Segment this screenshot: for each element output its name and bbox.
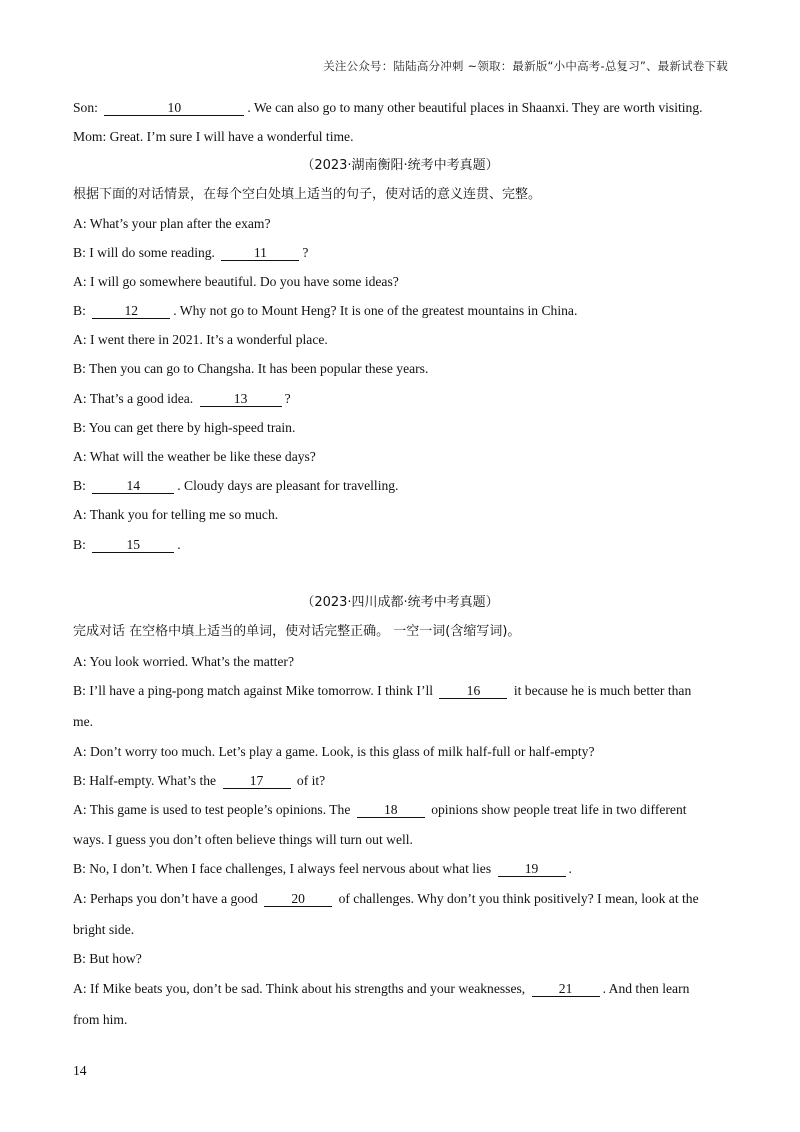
section-title: （2023·四川成都·统考中考真题）: [301, 595, 499, 610]
blank-14[interactable]: 14: [92, 478, 174, 494]
dialogue-line: B: But how?: [73, 951, 142, 966]
section-title: （2023·湖南衡阳·统考中考真题）: [301, 158, 499, 173]
instruction: 根据下面的对话情景，在每个空白处填上适当的句子，使对话的意义连贯、完整。: [73, 187, 542, 202]
blank-20[interactable]: 20: [264, 891, 332, 907]
dialogue-line: from him.: [73, 1012, 128, 1027]
dialogue-line: B: No, I don’t. When I face challenges, I always feel nervous about what lies 19 .: [73, 861, 572, 876]
dialogue-line: Mom: Great. I’m sure I will have a wonderful time.: [73, 129, 354, 144]
blank-11[interactable]: 11: [221, 245, 299, 261]
dialogue-line: me.: [73, 714, 94, 729]
dialogue-line: A: Don’t worry too much. Let’s play a game. Look, is this glass of milk half-full or half-empty?: [73, 744, 595, 759]
dialogue-line: Son: 10 . We can also go to many other beautiful places in Shaanxi. They are worth visiting.: [73, 100, 703, 115]
page-header: 关注公众号：陆陆高分冲刺 ~领取：最新版“小中高考-总复习”、最新试卷下载: [323, 59, 728, 73]
blank-16[interactable]: 16: [439, 683, 507, 699]
dialogue-line: A: You look worried. What’s the matter?: [73, 654, 294, 669]
instruction: 完成对话 在空格中填上适当的单词，使对话完整正确。 一空一词(含缩写词)。: [73, 624, 521, 639]
dialogue-line: A: Perhaps you don’t have a good 20 of challenges. Why don’t you think positively? I mean, look at the: [73, 891, 699, 906]
dialogue-line: B: I’ll have a ping-pong match against Mike tomorrow. I think I’ll 16 it because he is much better than: [73, 683, 692, 698]
dialogue-line: A: What will the weather be like these days?: [73, 449, 316, 464]
blank-15[interactable]: 15: [92, 537, 174, 553]
dialogue-line: B: Then you can go to Changsha. It has been popular these years.: [73, 361, 429, 376]
dialogue-line: B: Half-empty. What’s the 17 of it?: [73, 773, 326, 788]
dialogue-line: B: 14 . Cloudy days are pleasant for travelling.: [73, 478, 399, 493]
dialogue-line: B: 15 .: [73, 537, 181, 552]
blank-21[interactable]: 21: [532, 981, 600, 997]
dialogue-line: A: I will go somewhere beautiful. Do you have some ideas?: [73, 274, 399, 289]
dialogue-line: B: You can get there by high-speed train.: [73, 420, 296, 435]
blank-12[interactable]: 12: [92, 303, 170, 319]
dialogue-line: A: That’s a good idea. 13 ?: [73, 391, 291, 406]
blank-10[interactable]: 10: [104, 100, 244, 116]
blank-17[interactable]: 17: [223, 773, 291, 789]
dialogue-line: B: I will do some reading. 11 ?: [73, 245, 309, 260]
dialogue-line: ways. I guess you don’t often believe things will turn out well.: [73, 832, 413, 847]
blank-18[interactable]: 18: [357, 802, 425, 818]
dialogue-line: A: If Mike beats you, don’t be sad. Think about his strengths and your weaknesses, 21 . And then learn: [73, 981, 690, 996]
dialogue-line: A: I went there in 2021. It’s a wonderful place.: [73, 332, 328, 347]
dialogue-line: A: What’s your plan after the exam?: [73, 216, 271, 231]
dialogue-line: A: This game is used to test people’s opinions. The 18 opinions show people treat life in two different: [73, 802, 687, 817]
blank-19[interactable]: 19: [498, 861, 566, 877]
dialogue-line: B: 12 . Why not go to Mount Heng? It is one of the greatest mountains in China.: [73, 303, 578, 318]
dialogue-line: A: Thank you for telling me so much.: [73, 507, 279, 522]
blank-13[interactable]: 13: [200, 391, 282, 407]
dialogue-line: bright side.: [73, 922, 135, 937]
page-number: 14: [73, 1063, 87, 1078]
